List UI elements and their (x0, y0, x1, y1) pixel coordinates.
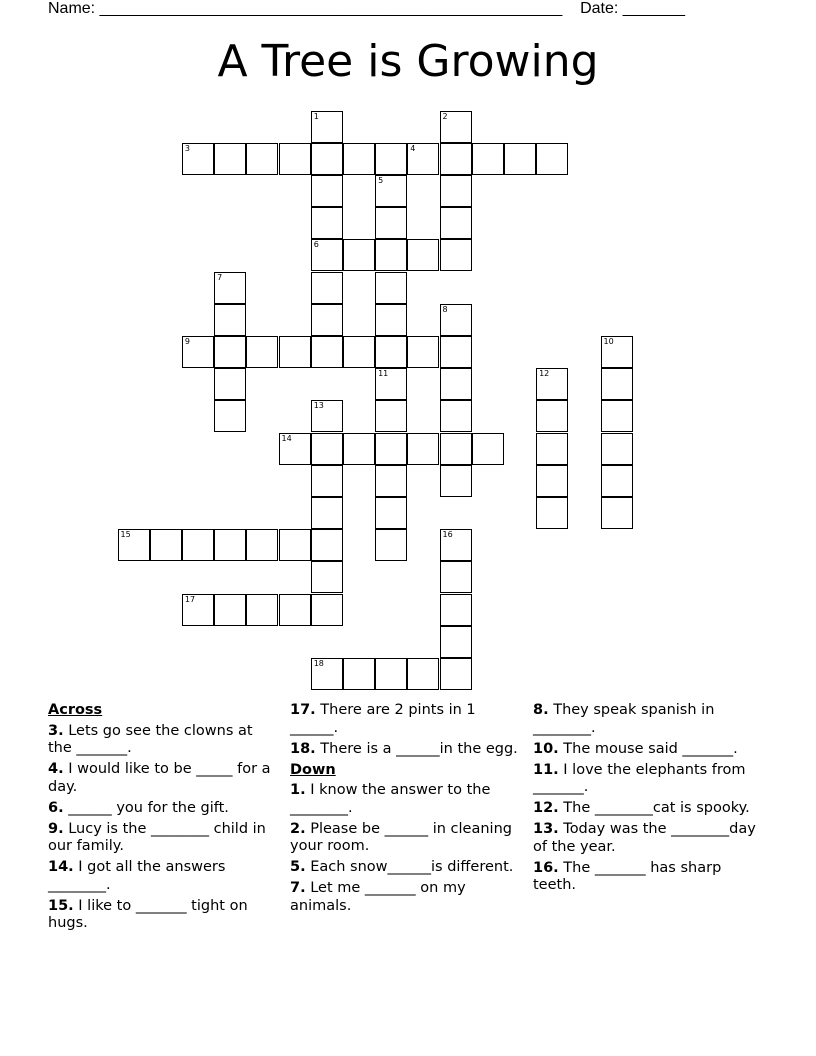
cell-number: 16 (442, 530, 453, 540)
grid-cell[interactable] (311, 336, 343, 368)
grid-cell[interactable] (375, 465, 407, 497)
grid-cell[interactable] (440, 561, 472, 593)
grid-cell[interactable] (311, 239, 343, 271)
cell-number: 5 (378, 175, 384, 185)
grid-cell[interactable] (375, 207, 407, 239)
cell-number: 11 (378, 369, 389, 379)
grid-cell[interactable] (375, 175, 407, 207)
grid-cell[interactable] (440, 368, 472, 400)
cell-number: 10 (603, 336, 614, 346)
grid-cell[interactable] (407, 433, 439, 465)
grid-cell[interactable] (472, 143, 504, 175)
grid-cell[interactable] (407, 239, 439, 271)
grid-cell[interactable] (440, 594, 472, 626)
grid-cell[interactable] (343, 336, 375, 368)
grid-cell[interactable] (601, 368, 633, 400)
grid-cell[interactable] (246, 594, 278, 626)
grid-cell[interactable] (214, 368, 246, 400)
grid-cell[interactable] (375, 497, 407, 529)
grid-cell[interactable] (536, 465, 568, 497)
clue-across-14: 14. I got all the answers ________. (48, 859, 226, 893)
grid-cell[interactable] (440, 626, 472, 658)
grid-cell[interactable] (182, 594, 214, 626)
grid-cell[interactable] (311, 465, 343, 497)
across-heading: Across (48, 702, 103, 718)
grid-cell[interactable] (311, 658, 343, 690)
grid-cell[interactable] (536, 497, 568, 529)
clue-across-4: 4. I would like to be _____ for a day. (48, 761, 271, 795)
grid-cell[interactable] (440, 465, 472, 497)
cell-number: 7 (217, 272, 223, 282)
grid-cell[interactable] (407, 336, 439, 368)
grid-cell[interactable] (311, 400, 343, 432)
cell-number: 17 (184, 594, 196, 604)
clue-column-2 (290, 702, 522, 919)
grid-cell[interactable] (375, 658, 407, 690)
grid-cell[interactable] (375, 529, 407, 561)
clue-down-13: 13. Today was the ________day of the year. (533, 821, 756, 855)
grid-cell[interactable] (311, 497, 343, 529)
grid-cell[interactable] (536, 400, 568, 432)
clue-across-18: 18. There is a ______in the egg. (290, 740, 518, 757)
grid-cell[interactable] (279, 529, 311, 561)
grid-cell[interactable] (407, 658, 439, 690)
cell-number: 13 (313, 401, 324, 411)
grid-cell[interactable] (407, 143, 439, 175)
grid-cell[interactable] (311, 272, 343, 304)
grid-cell[interactable] (311, 175, 343, 207)
clue-column-3 (533, 702, 765, 898)
cell-number: 12 (539, 369, 550, 379)
clue-across-9: 9. Lucy is the ________ child in our family. (48, 820, 266, 854)
grid-cell[interactable] (601, 497, 633, 529)
grid-cell[interactable] (279, 594, 311, 626)
cell-number: 3 (184, 143, 190, 153)
name-date-line: Name: ____________________________________________________ Date: _______ (48, 0, 686, 17)
grid-cell[interactable] (440, 433, 472, 465)
grid-cell[interactable] (472, 433, 504, 465)
clue-across-15: 15. I like to _______ tight on hugs. (48, 897, 248, 931)
grid-cell[interactable] (343, 433, 375, 465)
grid-cell[interactable] (440, 658, 472, 690)
grid-cell[interactable] (118, 529, 150, 561)
clue-down-16: 16. The _______ has sharp teeth. (533, 859, 722, 893)
grid-cell[interactable] (182, 336, 214, 368)
grid-cell[interactable] (536, 433, 568, 465)
grid-cell[interactable] (343, 239, 375, 271)
grid-cell[interactable] (601, 400, 633, 432)
grid-cell[interactable] (440, 111, 472, 143)
cell-number: 15 (120, 530, 131, 540)
grid-cell[interactable] (375, 239, 407, 271)
grid-cell[interactable] (440, 143, 472, 175)
clue-down-5: 5. Each snow______is different. (290, 859, 514, 875)
cell-number: 1 (313, 111, 319, 121)
cell-number: 8 (442, 304, 448, 314)
grid-cell[interactable] (246, 529, 278, 561)
grid-cell[interactable] (279, 336, 311, 368)
clue-across-6: 6. ______ you for the gift. (48, 799, 229, 816)
clue-across-3: 3. Lets go see the clowns at the _______. (48, 722, 253, 756)
grid-cell[interactable] (601, 336, 633, 368)
grid-cell[interactable] (375, 336, 407, 368)
cell-number: 4 (410, 143, 416, 153)
grid-cell[interactable] (440, 529, 472, 561)
grid-cell[interactable] (182, 529, 214, 561)
grid-cell[interactable] (214, 529, 246, 561)
grid-cell[interactable] (311, 111, 343, 143)
cell-number: 2 (442, 111, 448, 121)
grid-cell[interactable] (375, 143, 407, 175)
grid-cell[interactable] (246, 143, 278, 175)
grid-cell[interactable] (279, 433, 311, 465)
grid-cell[interactable] (214, 304, 246, 336)
cell-number: 18 (313, 658, 324, 668)
grid-cell[interactable] (601, 433, 633, 465)
grid-cell[interactable] (311, 143, 343, 175)
clue-across-17: 17. There are 2 pints in 1 ______. (290, 702, 476, 736)
grid-cell[interactable] (440, 175, 472, 207)
grid-cell[interactable] (440, 336, 472, 368)
grid-cell[interactable] (601, 465, 633, 497)
grid-cell[interactable] (440, 400, 472, 432)
grid-cell[interactable] (311, 207, 343, 239)
grid-cell[interactable] (536, 368, 568, 400)
grid-cell[interactable] (440, 207, 472, 239)
grid-cell[interactable] (311, 594, 343, 626)
grid-cell[interactable] (182, 143, 214, 175)
grid-cell[interactable] (375, 304, 407, 336)
clue-down-2: 2. Please be ______ in cleaning your room. (290, 820, 512, 854)
grid-cell[interactable] (214, 594, 246, 626)
grid-cell[interactable] (214, 272, 246, 304)
grid-cell[interactable] (279, 143, 311, 175)
grid-cell[interactable] (214, 143, 246, 175)
down-heading: Down (290, 761, 336, 778)
clue-down-12: 12. The ________cat is spooky. (533, 800, 750, 816)
grid-cell[interactable] (440, 239, 472, 271)
grid-cell[interactable] (536, 143, 568, 175)
grid-cell[interactable] (375, 272, 407, 304)
puzzle-title: A Tree is Growing (217, 36, 599, 87)
grid-cell[interactable] (311, 433, 343, 465)
grid-cell[interactable] (311, 529, 343, 561)
grid-cell[interactable] (246, 336, 278, 368)
grid-cell[interactable] (311, 561, 343, 593)
clue-down-8: 8. They speak spanish in ________. (533, 702, 715, 736)
grid-cell[interactable] (150, 529, 182, 561)
clue-down-11: 11. I love the elephants from _______. (533, 761, 746, 795)
cell-number: 9 (184, 336, 190, 346)
grid-cell[interactable] (504, 143, 536, 175)
grid-cell[interactable] (214, 336, 246, 368)
grid-cell[interactable] (440, 304, 472, 336)
grid-cell[interactable] (214, 400, 246, 432)
grid-cell[interactable] (311, 304, 343, 336)
grid-cell[interactable] (375, 433, 407, 465)
grid-cell[interactable] (375, 400, 407, 432)
cell-number: 6 (313, 240, 319, 250)
clue-down-7: 7. Let me _______ on my animals. (290, 880, 466, 914)
clue-down-10: 10. The mouse said _______. (533, 740, 738, 757)
clue-column-1 (48, 702, 278, 936)
grid-cell[interactable] (343, 658, 375, 690)
grid-cell[interactable] (375, 368, 407, 400)
cell-number: 14 (281, 433, 292, 443)
clue-down-1: 1. I know the answer to the ________. (290, 782, 491, 816)
grid-cell[interactable] (343, 143, 375, 175)
